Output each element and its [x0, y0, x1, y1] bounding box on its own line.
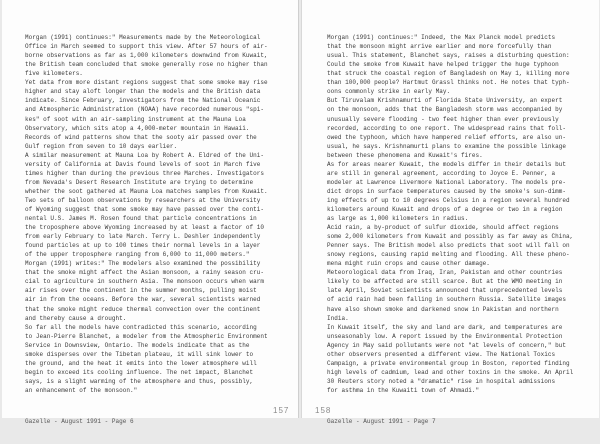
text-line: of Wyoming suggest that some smoke may have passed over the conti-	[25, 205, 264, 213]
text-line: from Nevada's Desert Research Institute are trying to determine	[25, 178, 254, 186]
text-line: the troposphere above Wyoming increased by at least a factor of 10	[25, 224, 264, 232]
text-line: Morgan (1991) continues:" Indeed, the Max Planck model predicts	[327, 34, 556, 42]
text-line: some 2,000 kilometers from Kuwait and possibly as far away as China,	[327, 233, 574, 241]
left-page-footer: Gazelle - August 1991 - Page 6	[25, 418, 134, 426]
text-line: kilometers around Kuwait and drops of a degree or two in a region	[327, 205, 563, 213]
text-line: found particles at up to 100 times their normal levels in a layer	[25, 242, 261, 250]
text-line: kes" of soot with an air-sampling instrument at the Mauna Loa	[25, 115, 246, 123]
text-line: on the monsoon, adds that the Bangladesh storm was accompanied by	[327, 106, 563, 114]
right-page-text	[327, 33, 573, 395]
text-line: Service in Downsview, Ontario. The models indicate that as the	[25, 341, 250, 349]
text-line: have also shown smoke and darkened snow in Pakistan and northern	[327, 305, 559, 313]
text-line: an enhancement of the monsoon."	[25, 386, 138, 394]
text-line: modeler at Lawrence Livermore National Laboratory. The models pre-	[327, 178, 566, 186]
text-line: usual. This statement, Blanchet says, raises a disturbing question:	[327, 52, 570, 60]
left-page-body	[25, 15, 268, 444]
text-line: are still in general agreement, according to Joyce E. Penner, a	[327, 169, 556, 177]
text-line: five kilometers.	[25, 70, 83, 78]
text-line: high levels of cadmium, lead and other toxins in the smoke. An April	[327, 368, 574, 376]
text-line: that the smoke might reduce thermal convection over the continent	[25, 305, 261, 313]
text-line: higher and stay aloft longer than the models and the British data	[25, 88, 261, 96]
text-line: cial to agriculture in southern Asia. The monsoon occurs when warm	[25, 278, 264, 286]
text-line: Penner says. The British model also predicts that soot will fall on	[327, 242, 570, 250]
text-line: Agency in May said pollutants were not "at levels of concern," but	[327, 341, 566, 349]
text-line: owed the typhoon, which have hampered relief efforts, are also un-	[327, 133, 566, 141]
text-line: Acid rain, a by-product of sulfur dioxide, should affect regions	[327, 224, 559, 232]
text-line: that the smoke might affect the Asian monsoon, a rainy season cru-	[25, 269, 264, 277]
text-line: of the upper troposphere ranging from 6,000 to 11,000 meters."	[25, 251, 250, 259]
text-line: indicate. Since February, investigators from the National Oceanic	[25, 97, 261, 105]
left-page-text	[25, 33, 268, 395]
text-line: as large as 1,000 kilometers in radius.	[327, 215, 469, 223]
text-line: says, is a slight warming of the atmosphere and thus, possibly,	[25, 377, 254, 385]
text-line: snowy regions, causing rapid melting and flooding. All these pheno-	[327, 251, 570, 259]
left-page-number: 157	[273, 406, 290, 415]
text-line: from early February to late March. Terry L. Deshler independently	[25, 233, 261, 241]
text-line: late April, Soviet scientists announced that unprecedented levels	[327, 287, 563, 295]
text-line: Observatory, which sits atop a 4,000-meter mountain in Hawaii.	[25, 124, 250, 132]
text-line: usual, he says. Krishnamurti plans to examine the possible linkage	[327, 142, 566, 150]
text-line: to Jean-Pierre Blanchet, a modeler from the Atmospheric Environment	[25, 332, 268, 340]
right-page	[301, 0, 599, 426]
text-line: for asthma in the Kuwaiti town of Ahmadi."	[327, 386, 480, 394]
text-line: As for areas nearer Kuwait, the models differ in their details but	[327, 160, 566, 168]
text-line: of acid rain had been falling in southern Russia. Satellite images	[327, 296, 566, 304]
left-page	[2, 0, 299, 426]
text-line: dict drops in surface temperatures caused by the smoke's sun-dimm-	[327, 187, 566, 195]
text-line: other observers presented a different view. The National Toxics	[327, 350, 556, 358]
text-line: begin to exceed its cooling influence. The net impact, Blanchet	[25, 368, 254, 376]
text-line: nental U.S. James M. Rosen found that particle concentrations in	[25, 215, 257, 223]
text-line: Records of wind patterns show that the sooty air passed over the	[25, 133, 257, 141]
text-line: So far all the models have contradicted this scenario, according	[25, 323, 257, 331]
text-line: A similar measurement at Mauna Loa by Robert A. Eldred of the Uni-	[25, 151, 264, 159]
text-line: times higher than during the previous three Marches. Investigators	[25, 169, 264, 177]
text-line: But Tiruvalam Krishnamurti of Florida State University, an expert	[327, 97, 563, 105]
text-line: Gulf region from seven to 10 days earlier.	[25, 142, 178, 150]
text-line: Two sets of balloon observations by researchers at the University	[25, 196, 261, 204]
text-line: Could the smoke from Kuwait have helped trigger the huge typhoon	[327, 61, 559, 69]
text-line: 30 Reuters story noted a "dramatic" rise in hospital admissions	[327, 377, 556, 385]
text-line: Morgan (1991) writes:" The modelers also examined the possibility	[25, 260, 261, 268]
text-line: unseasonably low. A report issued by the Environmental Protection	[327, 332, 563, 340]
text-line: air rises over the continent in the summer months, pulling moist	[25, 287, 257, 295]
text-line: than 100,000 people? Hartmut Grassl thinks not. He notes that typh-	[327, 79, 570, 87]
text-line: Office in March seemed to support this view. After 57 hours of air-	[25, 43, 268, 51]
text-line: Yet data from more distant regions suggest that some smoke may rise	[25, 79, 268, 87]
text-line: the British team concluded that smoke generally rose no higher than	[25, 61, 268, 69]
text-line: versity of California at Davis found levels of soot in March five	[25, 160, 261, 168]
right-page-body	[327, 15, 573, 444]
text-line: the ground, and the heat it emits into the lower atmosphere will	[25, 359, 257, 367]
text-line: oons commonly strike in early May.	[327, 88, 451, 96]
text-line: that struck the coastal region of Bangladesh on May 1, killing more	[327, 70, 570, 78]
text-line: Meteorological data from Iraq, Iran, Pakistan and other countries	[327, 269, 563, 277]
right-page-footer: Gazelle - August 1991 - Page 7	[327, 418, 436, 426]
text-line: mena might ruin crops and cause other damage.	[327, 260, 490, 268]
text-line: between these phenomena and Kuwait's fires.	[327, 151, 483, 159]
text-line: likely to be affected are still scarce. But at the WMO meeting in	[327, 278, 563, 286]
text-line: Campaign, a private environmental group in Boston, reported finding	[327, 359, 570, 367]
text-line: Morgan (1991) continues:" Measurements made by the Meteorological	[25, 34, 261, 42]
text-line: that the monsoon might arrive earlier and more forcefully than	[327, 43, 552, 51]
right-page-number: 158	[315, 406, 332, 415]
text-line: whether the soot gathered at Mauna Loa matches samples from Kuwait.	[25, 187, 268, 195]
text-line: unusually severe flooding - two feet higher than ever previously	[327, 115, 559, 123]
text-line: smoke disperses over the Tibetan plateau, it will sink lower to	[25, 350, 254, 358]
text-line: recorded, according to one report. The widespread rains that foll-	[327, 124, 566, 132]
text-line: India.	[327, 314, 349, 322]
text-line: and Atmospheric Administration (NOAA) have recorded numerous "spi-	[25, 106, 264, 114]
text-line: In Kuwait itself, the sky and land are dark, and temperatures are	[327, 323, 563, 331]
text-line: air in from the oceans. Before the war, several scientists warned	[25, 296, 261, 304]
text-line: ing effects of up to 10 degrees Celsius in a region several hundred	[327, 196, 570, 204]
text-line: borne observations as far as 1,000 kilometers downwind from Kuwait,	[25, 52, 268, 60]
text-line: and thereby cause a drought.	[25, 314, 127, 322]
